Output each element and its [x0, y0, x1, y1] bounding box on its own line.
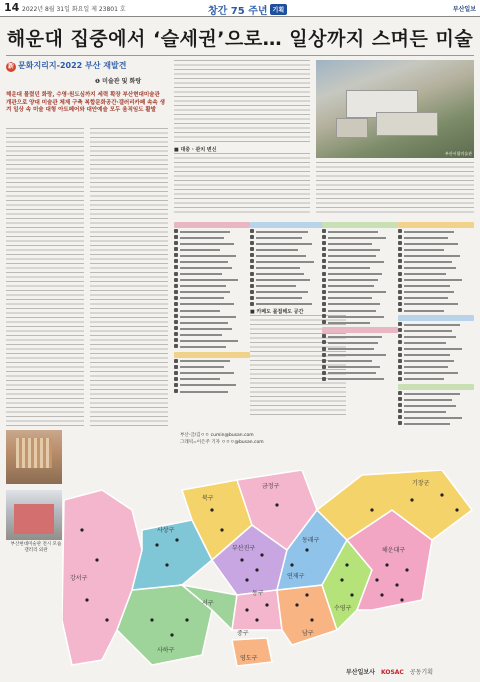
- gallery-list-col1: [174, 222, 250, 395]
- series-subtitle: ❶ 미술관 및 화랑: [95, 78, 142, 85]
- series-title-text: 문화지리지-2022 부산 재발견: [18, 61, 127, 70]
- label-dongnae: 동래구: [302, 537, 320, 544]
- label-saha: 사하구: [157, 647, 175, 654]
- series-badge: 新: [7, 63, 14, 70]
- label-gangseo: 강서구: [70, 575, 88, 582]
- aerial-photo-caption: 부산시립미술관: [444, 151, 472, 156]
- label-haeundae: 해운대구: [382, 547, 406, 554]
- article-body-col1: [6, 128, 84, 428]
- article-body-col3: [174, 60, 310, 142]
- page-number: 14: [4, 1, 20, 14]
- divider: [6, 55, 474, 56]
- label-dong: 동구: [252, 590, 264, 597]
- label-geumjeong: 금정구: [262, 483, 280, 490]
- byline: 부산-글/김ㅇㅇ cumin@busan.com 그래픽=이은주 기자 ㅇㅇㅇ@busan.com: [180, 433, 264, 445]
- article-body-col2: [90, 128, 168, 428]
- label-sasang: 사상구: [157, 527, 175, 534]
- page-header-bar: [0, 0, 480, 17]
- article-body-col5: [316, 162, 474, 216]
- anniversary-logo: [208, 2, 287, 17]
- label-yeongdo: 영도구: [240, 655, 258, 662]
- label-busanjin: 부산진구: [232, 545, 256, 552]
- label-nam: 남구: [302, 630, 314, 637]
- busan-gallery-map: [62, 470, 474, 670]
- gallery-list-col4: [398, 222, 474, 428]
- label-suyeong: 수영구: [334, 605, 352, 612]
- article-body-col4: [174, 153, 310, 215]
- section-badge: 기획: [270, 4, 288, 15]
- footer-credits: [346, 667, 433, 676]
- label-yeonje: 연제구: [287, 573, 305, 580]
- footer-paper: 부산일보사: [346, 669, 375, 676]
- photo-caption: 부산현대미술관 전시 모습 갤러리 외관: [10, 542, 62, 553]
- label-jung: 중구: [237, 630, 249, 637]
- section-label-2: ■ 카페도 몰접해도 공간: [250, 309, 304, 315]
- footer-joint: 공동기획: [409, 669, 434, 676]
- label-buk: 북구: [202, 495, 214, 502]
- exhibition-photo: [6, 430, 62, 484]
- newspaper-name: 부산일보: [452, 6, 476, 13]
- aerial-museum-photo: [316, 60, 474, 158]
- lead-summary: 해운대 몰렸던 화랑, 수영·원도심까지 세력 확장 부산현대미술관 개관으로 양대 미술관 체제 구축 복합문화공간·갤러리카페 속속 생겨 일상 속 미술 대형 아트페어와 대안예술 모두 움직임도 활발: [6, 92, 165, 113]
- series-title: [6, 60, 126, 72]
- gallery-list-col2: [250, 222, 326, 308]
- gallery-list-col3: [322, 222, 398, 383]
- section-label-1: ■ 대중 · 관치 변신: [174, 147, 217, 153]
- label-gijang: 기장군: [412, 480, 430, 487]
- anniversary-text: 창간 75 주년: [208, 6, 268, 17]
- issue-date: 2022년 8월 31일 화요일 제 23801 호: [22, 6, 126, 13]
- footer-partner: KOSAC: [380, 669, 404, 676]
- label-seo: 서구: [202, 600, 214, 607]
- article-headline: 해운대 집중에서 ‘슬세권’으로… 일상까지 스며든 미술: [6, 28, 474, 50]
- gallery-exterior-photo: [6, 490, 62, 540]
